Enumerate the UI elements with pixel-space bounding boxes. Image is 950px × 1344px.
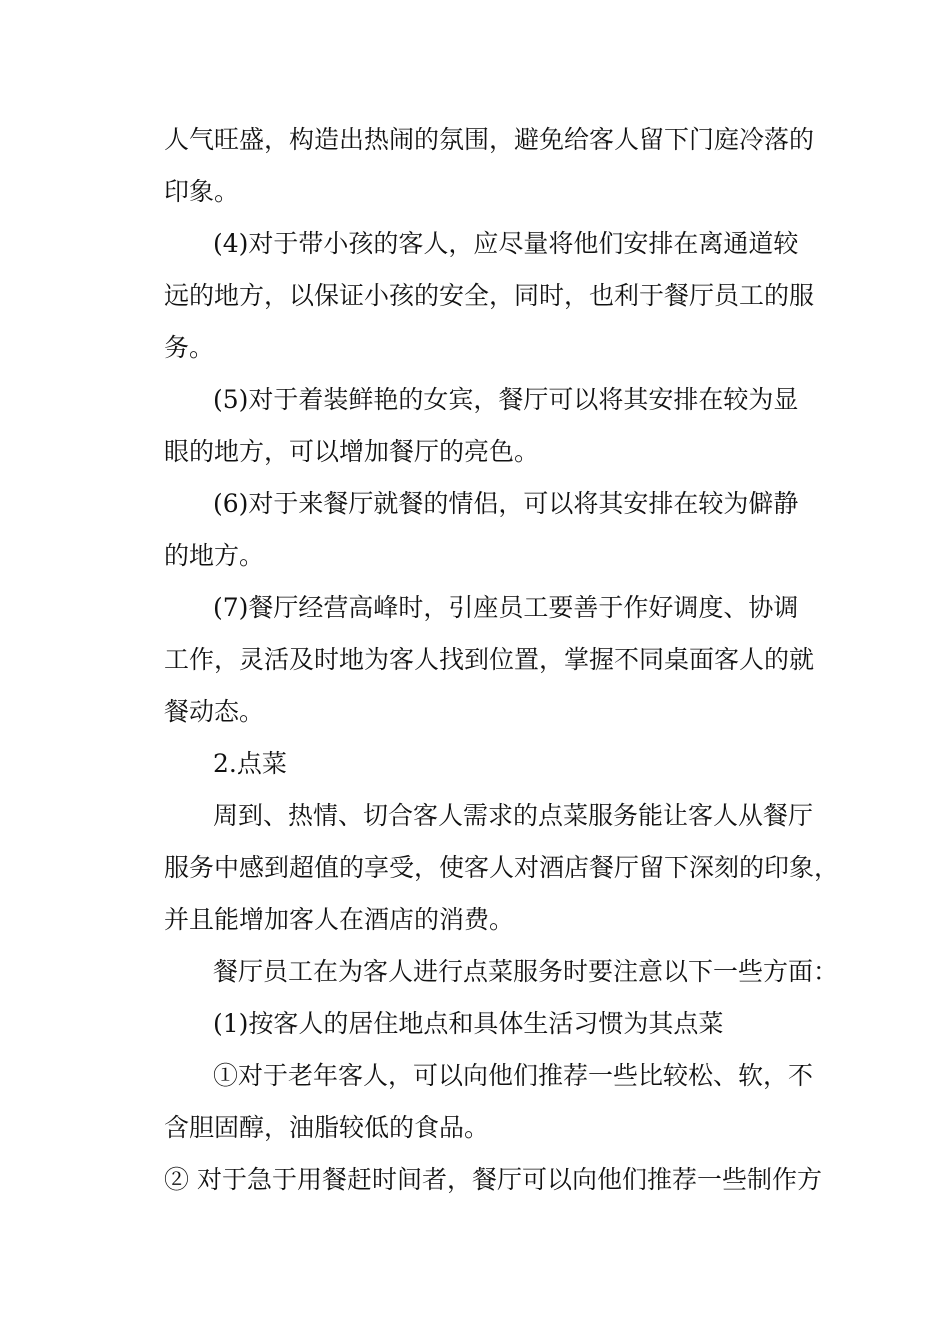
paragraph-line: 餐动态。 — [164, 697, 265, 726]
paragraph-line: (1)按客人的居住地点和具体生活习惯为其点菜 — [213, 1009, 724, 1038]
paragraph-line: (7)餐厅经营高峰时，引座员工要善于作好调度、协调 — [213, 593, 799, 622]
paragraph-line: (6)对于来餐厅就餐的情侣，可以将其安排在较为僻静 — [213, 489, 799, 518]
paragraph-line: 眼的地方，可以增加餐厅的亮色。 — [164, 437, 540, 466]
paragraph-line: (4)对于带小孩的客人，应尽量将他们安排在离通道较 — [213, 229, 799, 258]
paragraph-line: 服务中感到超值的享受，使客人对酒店餐厅留下深刻的印象， — [164, 853, 840, 882]
paragraph-line: 餐厅员工在为客人进行点菜服务时要注意以下一些方面： — [213, 957, 839, 986]
paragraph-line: 并且能增加客人在酒店的消费。 — [164, 905, 515, 934]
paragraph-line: 的地方。 — [164, 541, 265, 570]
paragraph-line: 工作，灵活及时地为客人找到位置，掌握不同桌面客人的就 — [164, 645, 815, 674]
paragraph-line: ①对于老年客人，可以向他们推荐一些比较松、软，不 — [213, 1061, 814, 1090]
section-heading: 2.点菜 — [213, 749, 287, 778]
paragraph-line: 人气旺盛，构造出热闹的氛围，避免给客人留下门庭冷落的 — [164, 125, 815, 154]
paragraph-line: (5)对于着装鲜艳的女宾，餐厅可以将其安排在较为显 — [213, 385, 799, 414]
paragraph-line: 务。 — [164, 333, 215, 362]
paragraph-line: 印象。 — [164, 177, 240, 206]
paragraph-line: ② 对于急于用餐赶时间者，餐厅可以向他们推荐一些制作方 — [164, 1165, 822, 1194]
paragraph-line: 含胆固醇，油脂较低的食品。 — [164, 1113, 490, 1142]
paragraph-line: 周到、热情、切合客人需求的点菜服务能让客人从餐厅 — [213, 801, 814, 830]
paragraph-line: 远的地方，以保证小孩的安全，同时，也利于餐厅员工的服 — [164, 281, 815, 310]
